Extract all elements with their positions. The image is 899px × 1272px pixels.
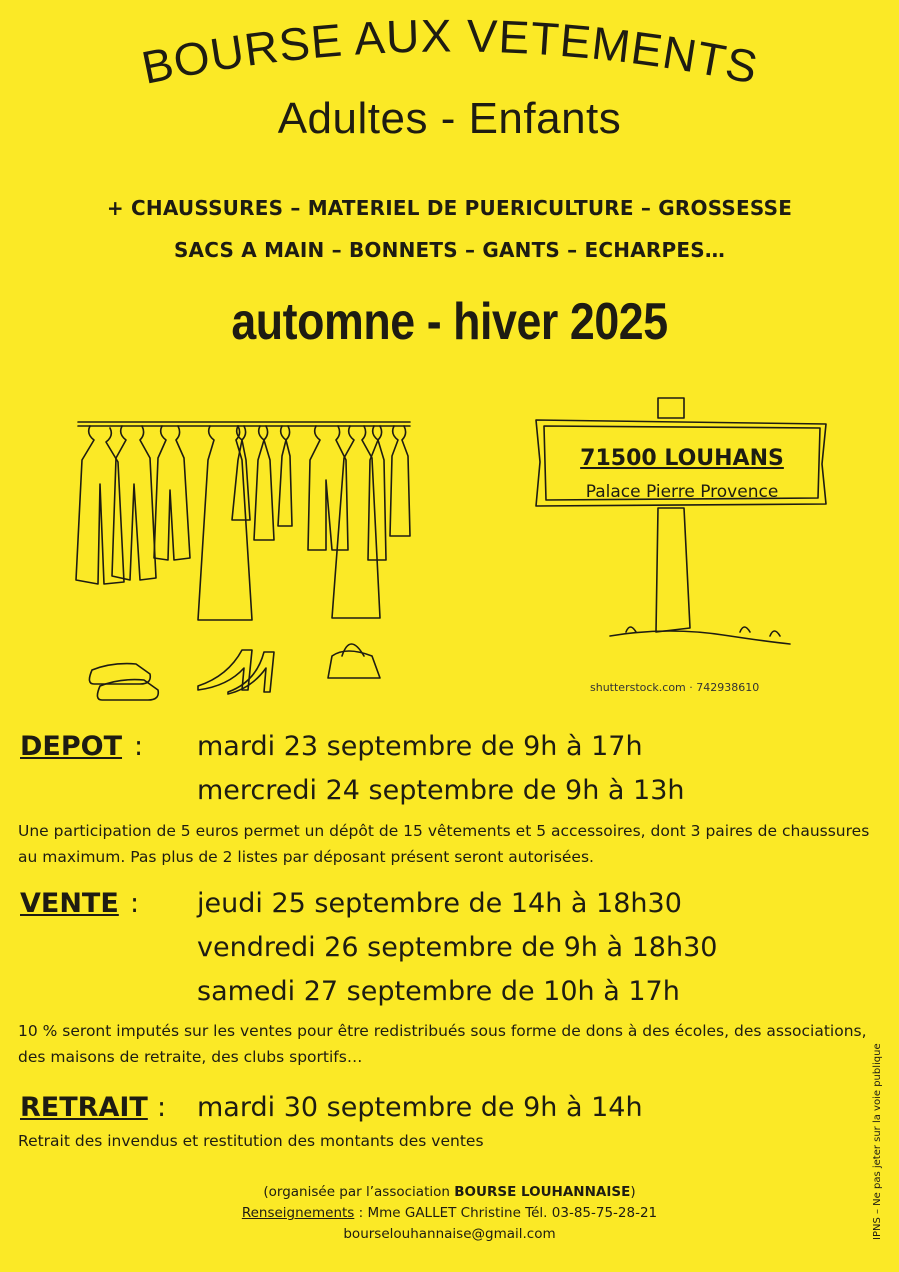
poster-subtitle: Adultes - Enfants (277, 94, 622, 143)
season-heading: automne - hiver 2025 (231, 293, 668, 351)
depot-colon: : (134, 731, 144, 762)
retrait-colon: : (157, 1092, 167, 1123)
footer-contact-label: Renseignements (241, 1205, 355, 1221)
footer-email: bourselouhannaise@gmail.com (343, 1226, 556, 1242)
shoes-group (89, 664, 158, 700)
side-legal-note: IPNS – Ne pas jeter sur la voie publique (872, 1043, 883, 1240)
items-line-2: SACS A MAIN – BONNETS – GANTS – ECHARPES… (173, 238, 726, 262)
handbag-group (328, 644, 380, 678)
footer-contact (0, 1205, 899, 1221)
vente-label: VENTE (20, 888, 119, 919)
vente-date-3: samedi 27 septembre de 10h à 17h (197, 976, 680, 1007)
retrait-label: RETRAIT (20, 1092, 148, 1123)
depot-date-2: mercredi 24 septembre de 9h à 13h (197, 775, 685, 806)
poster-title-text: BOURSE AUX VETEMENTS (137, 9, 763, 94)
depot-note: Une participation de 5 euros permet un dépôt de 15 vêtements et 5 accessoires, dont 3 paires de chaussures au maximum. Pas plus de 2 listes par déposant présent seront autorisées. (18, 822, 870, 866)
heels-group (198, 650, 274, 694)
image-credit: shutterstock.com · 742938610 (590, 681, 760, 694)
sign-place: Palace Pierre Provence (585, 482, 779, 502)
retrait-date-1: mardi 30 septembre de 9h à 14h (197, 1092, 643, 1123)
footer-organiser-name: BOURSE LOUHANNAISE (454, 1184, 631, 1200)
depot-date-1: mardi 23 septembre de 9h à 17h (197, 731, 643, 762)
svg-text:BOURSE AUX VETEMENTS (137, 9, 762, 93)
items-line-1: + CHAUSSURES – MATERIEL DE PUERICULTURE – GROSSESSE (106, 196, 793, 220)
signpost-illustration (530, 396, 840, 676)
garment-group (76, 426, 410, 620)
footer-organiser (0, 1184, 899, 1200)
vente-colon: : (130, 888, 140, 919)
vente-date-1: jeudi 25 septembre de 14h à 18h30 (197, 888, 682, 919)
footer-organiser-prefix: (organisée par l’association (263, 1184, 455, 1200)
sign-city: 71500 LOUHANS (580, 446, 784, 471)
depot-label: DEPOT (20, 731, 123, 762)
retrait-note: Retrait des invendus et restitution des montants des ventes (18, 1132, 484, 1150)
clothes-rack-illustration (60, 410, 430, 700)
vente-date-2: vendredi 26 septembre de 9h à 18h30 (197, 932, 718, 963)
footer-contact-text: : Mme GALLET Christine Tél. 03-85-75-28-21 (354, 1205, 658, 1221)
footer-organiser-suffix: ) (630, 1184, 636, 1200)
vente-note: 10 % seront imputés sur les ventes pour être redistribués sous forme de dons à des écoles, des associations, des maisons de retraite, des clubs sportifs… (18, 1022, 867, 1066)
